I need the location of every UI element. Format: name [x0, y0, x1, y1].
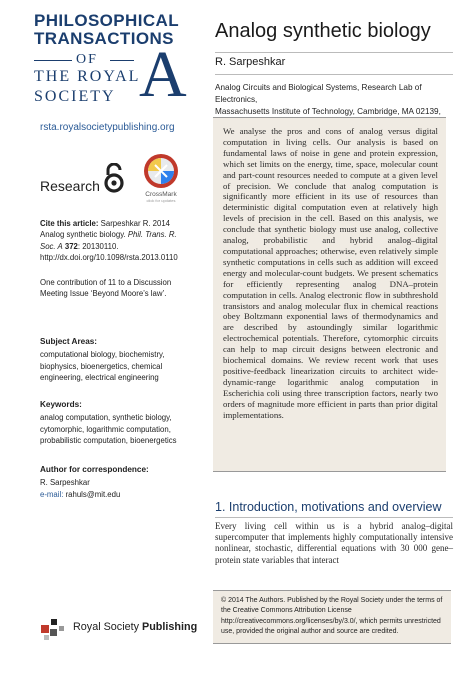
affiliation-line-2: Massachusetts Institute of Technology, Cambridge, MA 02139, [215, 107, 441, 116]
logo-line-the-royal: THE ROYAL [34, 68, 141, 85]
logo-initial-a: A [139, 38, 187, 111]
logo-line-transactions: TRANSACTIONS [34, 29, 174, 48]
cite-journal: Phil. Trans. R. Soc. A [40, 230, 177, 251]
logo-line-philosophical: PHILOSOPHICAL [34, 11, 179, 30]
cite-doi[interactable]: http://dx.doi.org/10.1098/rsta.2013.0110 [40, 252, 178, 262]
publisher-name-bold: Publishing [142, 621, 198, 633]
article-category: Research [40, 178, 100, 194]
license-box [213, 590, 451, 644]
contribution-note: One contribution of 11 to a Discussion Meeting Issue ‘Beyond Moore’s law’. [40, 278, 172, 299]
correspondence [40, 464, 190, 500]
license-text: © 2014 The Authors. Published by the Royal Society under the terms of the Creative Commons Attribution License http://creativecommons.org/licenses/by/3.0/, which permits unrestricted use, provided the original author and source are credited. [221, 597, 443, 635]
publisher-logo [40, 617, 210, 641]
royal-society-cubes-icon [40, 617, 68, 641]
crossmark-label: CrossMark [145, 191, 177, 198]
article-title: Analog synthetic biology [215, 20, 431, 42]
cite-rest: : 20130110. [77, 241, 119, 251]
abstract-text: We analyse the pros and cons of analog versus digital computation in living cells. Our analysis is based on fundamental laws of noise in gene and protein expression, which set limits on the energy, time, space, molecular count and part-count resources needed to compute at a given level of precision. We conclude that analog computation is significantly more efficient in its use of resources than deterministic digital computation even at relatively high levels of precision in the cell. Based on this analysis, we conclude that synthetic biology must use analog, collective analog, probabilistic and hybrid analog–digital computational approaches; otherwise, even relatively simple synthetic computations in cells such as addition will exceed energy and molecular-count budgets. We present schematics for efficiently representing analog DNA–protein computation in cells. Analog electronic flow in subthreshold transistors and analog molecular flux in chemical reactions obey Boltzmann exponential laws of thermodynamics and are described by astoundingly similar logarithmic electrochemical potentials. Therefore, cytomorphic circuits can help to map circuit designs between electronic and biochemical domains. We review recent work that uses positive-feedback linearization circuits to architect wide-dynamic-range logarithmic analog computation in Escherichia coli using three transcription factors, nearly two orders of magnitude more efficient in parts than prior digital implementations. [223, 126, 438, 420]
citation-block [40, 218, 190, 263]
publisher-name [73, 621, 197, 633]
journal-url-link[interactable]: rsta.royalsocietypublishing.org [40, 122, 175, 133]
subject-areas-text: computational biology, biochemistry, biophysics, bioenergetics, chemical engineering, electrical engineering [40, 350, 165, 382]
author-divider [215, 74, 453, 75]
publisher-name-regular: Royal Society [73, 621, 143, 633]
article-author: R. Sarpeshkar [215, 56, 286, 68]
affiliation-line-1: Analog Circuits and Biological Systems, Research Lab of Electronics, [215, 83, 422, 104]
cite-volume: 372 [64, 241, 78, 251]
correspondence-name: R. Sarpeshkar [40, 478, 90, 488]
section-body: Every living cell within us is a hybrid analog–digital supercomputer that implements highly computationally intensive nonlinear, stochastic, differential equations with 30 000 gene–protein state variables that interact [215, 521, 453, 565]
crossmark-badge[interactable] [141, 153, 181, 201]
crossmark-sublabel: click for updates [146, 198, 176, 203]
section-divider [215, 517, 453, 518]
crossmark-icon [141, 153, 181, 191]
correspondence-email-line [40, 489, 190, 500]
logo-rule-left [34, 60, 72, 61]
subject-areas-heading: Subject Areas: [40, 337, 98, 346]
logo-rule-right [110, 60, 134, 61]
title-divider [215, 52, 453, 53]
email-label: e-mail: [40, 489, 64, 499]
open-access-icon [102, 163, 126, 193]
keywords [40, 399, 190, 446]
cite-text: Sarpeshkar R. 2014 Analog synthetic biology. [40, 219, 171, 240]
logo-line-society: SOCIETY [34, 88, 116, 105]
cite-label: Cite this article: [40, 219, 99, 228]
subject-areas [40, 336, 190, 383]
keywords-heading: Keywords: [40, 400, 82, 409]
section-heading: 1. Introduction, motivations and overview [215, 500, 442, 514]
abstract-box [213, 117, 446, 472]
keywords-text: analog computation, synthetic biology, cytomorphic, logarithmic computation, probabilistic computation, bioenergetics [40, 413, 177, 445]
logo-line-of: OF [76, 52, 98, 67]
email-link[interactable]: rahuls@mit.edu [65, 489, 121, 499]
journal-logo [34, 11, 187, 111]
correspondence-heading: Author for correspondence: [40, 465, 149, 474]
